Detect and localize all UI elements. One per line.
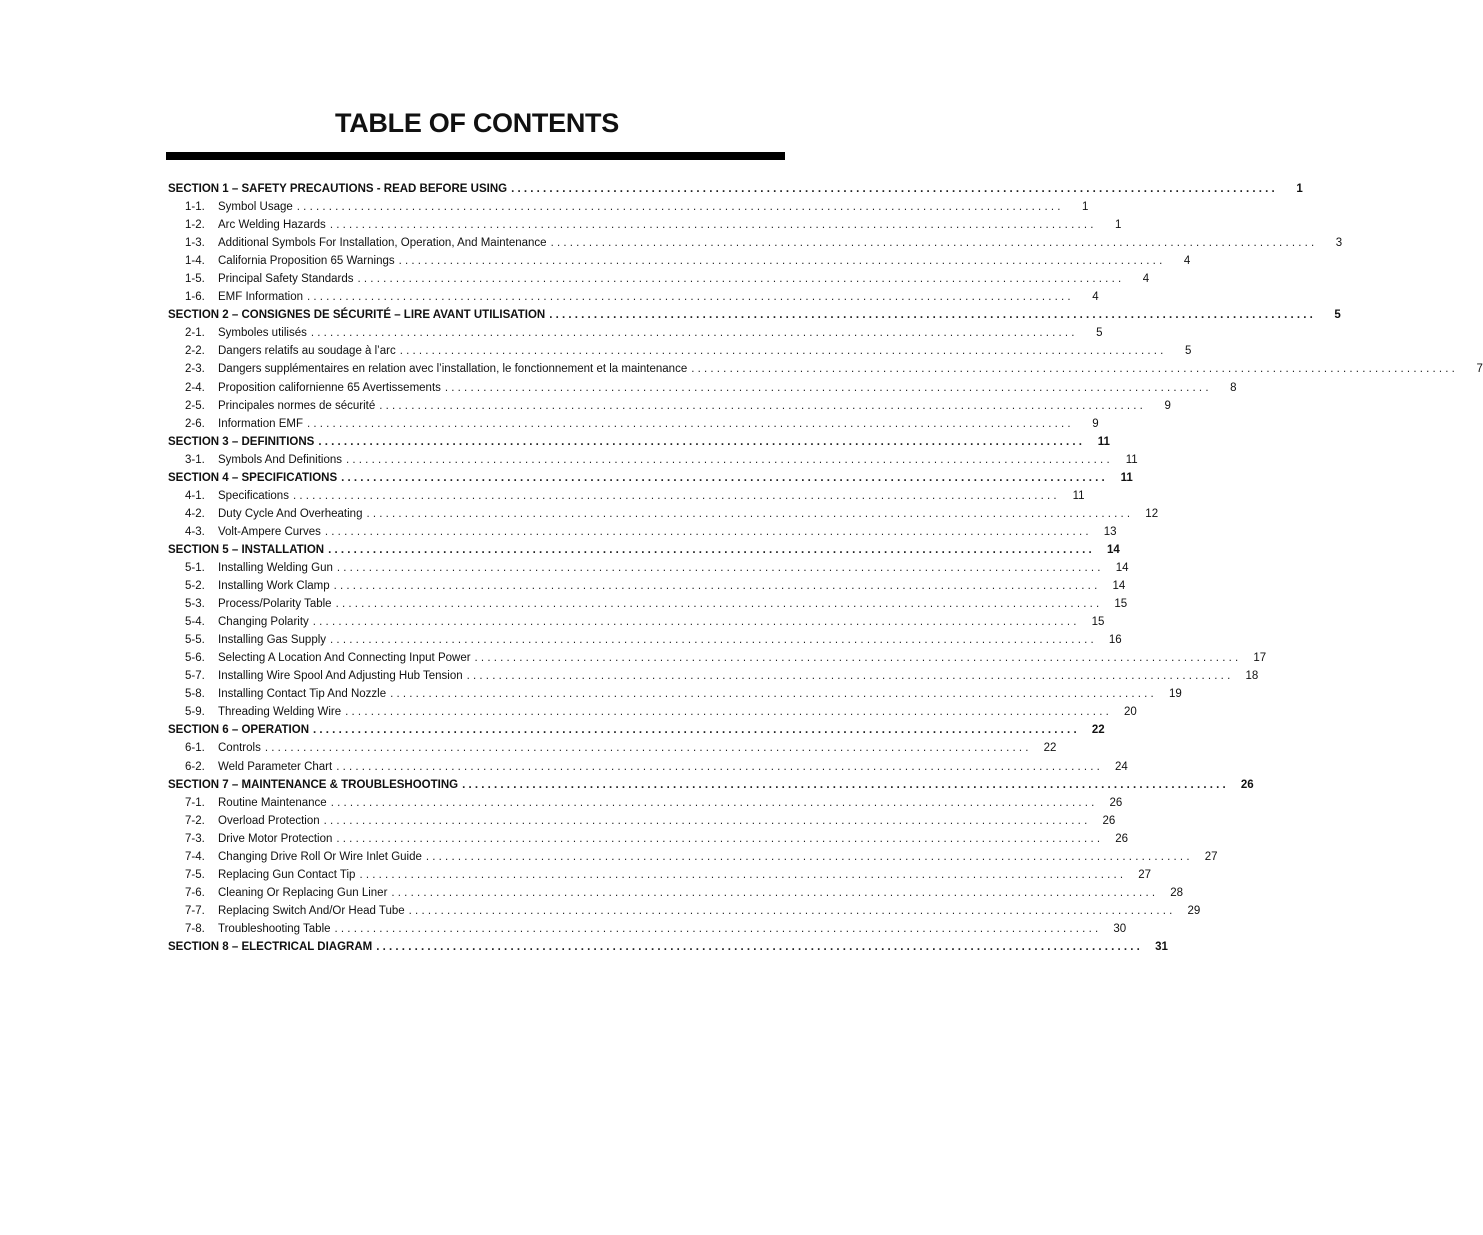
toc-section-entry[interactable]: [168, 776, 1254, 794]
toc-subsection-entry[interactable]: [168, 360, 1483, 378]
dot-leader: [345, 703, 1109, 721]
toc-entry-number: 4-3.: [185, 525, 205, 538]
toc-entry-number: 5-2.: [185, 580, 205, 593]
toc-entry-number: 2-6.: [185, 417, 205, 430]
toc-entry-title: SECTION 7 – MAINTENANCE & TROUBLESHOOTING: [168, 778, 459, 791]
toc-entry-number: 7-6.: [185, 886, 205, 899]
toc-section-entry[interactable]: [168, 541, 1120, 559]
dot-leader: [265, 739, 1029, 757]
toc-section-entry[interactable]: [168, 433, 1110, 451]
toc-entry-title: SECTION 4 – SPECIFICATIONS: [168, 471, 338, 484]
toc-subsection-entry[interactable]: [168, 595, 1128, 613]
toc-entry-number: 5-8.: [185, 688, 205, 701]
toc-entry-title: Symbols And Definitions: [218, 453, 343, 466]
toc-entry-number: 2-1.: [185, 327, 205, 340]
toc-entry-title: Dangers relatifs au soudage à l’arc: [218, 345, 396, 358]
toc-subsection-entry[interactable]: [168, 685, 1182, 703]
toc-page-number: 8: [1230, 381, 1237, 394]
toc-page-number: 22: [1091, 724, 1105, 737]
toc-subsection-entry[interactable]: [168, 487, 1085, 505]
toc-entry-number: 7-1.: [185, 796, 205, 809]
toc-entry-number: 5-9.: [185, 706, 205, 719]
dot-leader: [293, 487, 1057, 505]
toc-entry-number: 7-2.: [185, 814, 205, 827]
toc-entry-title: Threading Welding Wire: [218, 706, 342, 719]
toc-page-number: 27: [1204, 850, 1218, 863]
dot-leader: [337, 559, 1101, 577]
toc-entry-title: Principal Safety Standards: [218, 273, 354, 286]
toc-page-number: 26: [1109, 796, 1123, 809]
toc-page-number: 26: [1102, 814, 1116, 827]
toc-subsection-entry[interactable]: [168, 794, 1123, 812]
toc-subsection-entry[interactable]: [168, 559, 1129, 577]
toc-entry-title: Symboles utilisés: [218, 327, 307, 340]
toc-entry-title: SECTION 5 – INSTALLATION: [168, 543, 325, 556]
toc-entry-title: Duty Cycle And Overheating: [218, 507, 363, 520]
toc-entry-number: 1-6.: [185, 291, 205, 304]
toc-subsection-entry[interactable]: [168, 523, 1117, 541]
toc-entry-title: Routine Maintenance: [218, 796, 327, 809]
toc-section-entry[interactable]: [168, 721, 1105, 739]
toc-entry-title: Installing Work Clamp: [218, 580, 330, 593]
toc-entry-title: Specifications: [218, 489, 289, 502]
toc-subsection-entry[interactable]: [168, 198, 1089, 216]
toc-page-number: 20: [1123, 706, 1137, 719]
toc-entry-title: Changing Drive Roll Or Wire Inlet Guide: [218, 850, 422, 863]
dot-leader: [475, 649, 1239, 667]
toc-subsection-entry[interactable]: [168, 848, 1218, 866]
toc-entry-number: 1-3.: [185, 237, 205, 250]
toc-entry-title: SECTION 6 – OPERATION: [168, 724, 310, 737]
dot-leader: [376, 938, 1140, 956]
toc-subsection-entry[interactable]: [168, 379, 1237, 397]
dot-leader: [462, 776, 1226, 794]
dot-leader: [409, 902, 1173, 920]
toc-entry-number: 2-3.: [185, 363, 205, 376]
toc-subsection-entry[interactable]: [168, 397, 1171, 415]
toc-entry-title: Principales normes de sécurité: [218, 399, 376, 412]
toc-entry-number: 6-1.: [185, 742, 205, 755]
toc-page-number: 5: [1184, 345, 1192, 358]
toc-entry-title: Proposition californienne 65 Avertissements: [218, 381, 441, 394]
dot-leader: [341, 469, 1105, 487]
toc-entry-title: Troubleshooting Table: [218, 922, 331, 935]
toc-page-number: 22: [1043, 742, 1057, 755]
dot-leader: [307, 288, 1071, 306]
toc-subsection-entry[interactable]: [168, 739, 1057, 757]
toc-entry-number: 5-4.: [185, 616, 205, 629]
dot-leader: [307, 415, 1071, 433]
toc-subsection-entry[interactable]: [168, 505, 1159, 523]
toc-entry-title: Information EMF: [218, 417, 303, 430]
toc-entry-title: Installing Wire Spool And Adjusting Hub Tension: [218, 670, 463, 683]
toc-page-number: 26: [1115, 832, 1129, 845]
dot-leader: [318, 433, 1082, 451]
toc-subsection-entry[interactable]: [168, 216, 1122, 234]
toc-page-number: 9: [1164, 399, 1171, 412]
dot-leader: [400, 342, 1164, 360]
toc-page-number: 14: [1106, 543, 1120, 556]
dot-leader: [328, 541, 1092, 559]
dot-leader: [366, 505, 1130, 523]
toc-entry-number: 5-7.: [185, 670, 205, 683]
dot-leader: [691, 360, 1455, 378]
toc-entry-title: Symbol Usage: [218, 201, 293, 214]
toc-entry-number: 1-5.: [185, 273, 205, 286]
toc-subsection-entry[interactable]: [168, 288, 1099, 306]
dot-leader: [311, 324, 1075, 342]
toc-entry-number: 2-5.: [185, 399, 205, 412]
toc-subsection-entry[interactable]: [168, 234, 1343, 252]
dot-leader: [445, 379, 1209, 397]
toc-entry-number: 2-4.: [185, 381, 205, 394]
toc-entry-title: Replacing Switch And/Or Head Tube: [218, 904, 405, 917]
toc-subsection-entry[interactable]: [168, 324, 1103, 342]
toc-entry-title: Installing Contact Tip And Nozzle: [218, 688, 387, 701]
toc-entry-number: 2-2.: [185, 345, 205, 358]
toc-section-entry[interactable]: [168, 306, 1341, 324]
toc-section-entry[interactable]: [168, 938, 1168, 956]
toc-entry-title: SECTION 8 – ELECTRICAL DIAGRAM: [168, 940, 373, 953]
toc-subsection-entry[interactable]: [168, 649, 1267, 667]
toc-page-number: 29: [1187, 904, 1201, 917]
dot-leader: [391, 884, 1155, 902]
dot-leader: [390, 685, 1154, 703]
toc-entry-title: Overload Protection: [218, 814, 320, 827]
toc-subsection-entry[interactable]: [168, 577, 1126, 595]
dot-leader: [358, 270, 1122, 288]
toc-page-number: 27: [1138, 868, 1152, 881]
toc-entry-number: 7-3.: [185, 832, 205, 845]
toc-entry-number: 1-2.: [185, 219, 205, 232]
toc-subsection-entry[interactable]: [168, 631, 1122, 649]
toc-page-number: 24: [1115, 760, 1128, 773]
toc-page-number: 13: [1103, 525, 1117, 538]
toc-subsection-entry[interactable]: [168, 451, 1138, 469]
toc-page-number: 17: [1253, 652, 1267, 665]
toc-page-number: 31: [1155, 940, 1168, 953]
toc-page-number: 5: [1334, 309, 1341, 322]
dot-leader: [336, 758, 1100, 776]
toc-entry-number: 7-4.: [185, 850, 205, 863]
toc-entry-title: SECTION 3 – DEFINITIONS: [168, 435, 315, 448]
toc-subsection-entry[interactable]: [168, 342, 1192, 360]
toc-entry-title: Controls: [218, 742, 261, 755]
toc-subsection-entry[interactable]: [168, 613, 1105, 631]
toc-entry-title: Changing Polarity: [218, 616, 309, 629]
toc-page-number: 4: [1142, 273, 1150, 286]
toc-page-number: 1: [1115, 219, 1122, 232]
toc-entry-number: 7-7.: [185, 904, 205, 917]
toc-entry-number: 7-8.: [185, 922, 205, 935]
toc-page-number: 14: [1112, 580, 1126, 593]
toc-subsection-entry[interactable]: [168, 902, 1201, 920]
dot-leader: [426, 848, 1190, 866]
toc-page-number: 16: [1108, 634, 1122, 647]
toc-subsection-entry[interactable]: [168, 252, 1191, 270]
dot-leader: [336, 830, 1100, 848]
toc-entry-number: 5-3.: [185, 598, 205, 611]
toc-page-number: 12: [1145, 507, 1159, 520]
dot-leader: [511, 180, 1275, 198]
toc-entry-title: California Proposition 65 Warnings: [218, 255, 395, 268]
toc-page-number: 18: [1245, 670, 1259, 683]
toc-entry-title: Installing Welding Gun: [218, 561, 333, 574]
toc-entry-number: 5-1.: [185, 561, 205, 574]
dot-leader: [313, 613, 1077, 631]
toc-entry-number: 1-1.: [185, 201, 205, 214]
dot-leader: [297, 198, 1061, 216]
toc-subsection-entry[interactable]: [168, 415, 1099, 433]
toc-page-number: 11: [1072, 489, 1085, 502]
toc-page-number: 11: [1097, 435, 1110, 448]
dot-leader: [549, 306, 1313, 324]
toc-page-number: 4: [1092, 291, 1099, 304]
toc-entry-title: Dangers supplémentaires en relation avec l’installation, le fonctionnement et la maintenance: [218, 363, 688, 376]
dot-leader: [551, 234, 1315, 252]
page-title: TABLE OF CONTENTS: [335, 108, 619, 138]
toc-entry-title: Volt-Ampere Curves: [218, 525, 321, 538]
toc-entry-number: 7-5.: [185, 868, 205, 881]
toc-entry-title: Additional Symbols For Installation, Operation, And Maintenance: [218, 237, 547, 250]
dot-leader: [336, 595, 1100, 613]
toc-page-number: 5: [1096, 327, 1103, 340]
toc-entry-title: Selecting A Location And Connecting Input Power: [218, 652, 471, 665]
dot-leader: [330, 631, 1094, 649]
toc-subsection-entry[interactable]: [168, 866, 1152, 884]
dot-leader: [335, 920, 1099, 938]
toc-page-number: 7: [1476, 363, 1483, 376]
toc-entry-number: 1-4.: [185, 255, 205, 268]
dot-leader: [330, 216, 1094, 234]
toc-subsection-entry[interactable]: [168, 667, 1259, 685]
toc-entry-number: 4-1.: [185, 489, 205, 502]
dot-leader: [467, 667, 1231, 685]
dot-leader: [346, 451, 1110, 469]
toc-subsection-entry[interactable]: [168, 703, 1137, 721]
dot-leader: [334, 577, 1098, 595]
dot-leader: [331, 794, 1095, 812]
toc-section-entry[interactable]: [168, 180, 1303, 198]
toc-subsection-entry[interactable]: [168, 830, 1129, 848]
toc-entry-title: Weld Parameter Chart: [218, 760, 333, 773]
toc-entry-title: Process/Polarity Table: [218, 598, 332, 611]
toc-entry-number: 6-2.: [185, 760, 205, 773]
toc-entry-number: 3-1.: [185, 453, 205, 466]
toc-entry-number: 5-6.: [185, 652, 205, 665]
toc-entry-title: Cleaning Or Replacing Gun Liner: [218, 886, 388, 899]
toc-entry-title: Arc Welding Hazards: [218, 219, 326, 232]
toc-page-number: 4: [1183, 255, 1191, 268]
toc-page-number: 3: [1335, 237, 1343, 250]
toc-page-number: 1: [1082, 201, 1089, 214]
title-rule-divider: [166, 152, 785, 160]
toc-page-number: 11: [1120, 471, 1133, 484]
dot-leader: [399, 252, 1163, 270]
dot-leader: [359, 866, 1123, 884]
toc-entry-number: 5-5.: [185, 634, 205, 647]
toc-page-number: 19: [1168, 688, 1182, 701]
dot-leader: [379, 397, 1143, 415]
toc-entry-title: SECTION 2 – CONSIGNES DE SÉCURITÉ – LIRE AVANT UTILISATION: [168, 309, 546, 322]
toc-subsection-entry[interactable]: [168, 270, 1150, 288]
toc-subsection-entry[interactable]: [168, 920, 1127, 938]
dot-leader: [325, 523, 1089, 541]
toc-page-number: 30: [1113, 922, 1127, 935]
dot-leader: [313, 721, 1077, 739]
toc-entry-title: EMF Information: [218, 291, 303, 304]
toc-page-number: 28: [1170, 886, 1184, 899]
toc-page-number: 11: [1125, 453, 1138, 466]
toc-page-number: 1: [1296, 183, 1303, 195]
toc-subsection-entry[interactable]: [168, 812, 1116, 830]
toc-page-number: 15: [1091, 616, 1105, 629]
toc-page-number: 26: [1240, 778, 1254, 791]
toc-entry-title: SECTION 1 – SAFETY PRECAUTIONS - READ BEFORE USING: [168, 183, 508, 195]
toc-entry-title: Drive Motor Protection: [218, 832, 333, 845]
dot-leader: [324, 812, 1088, 830]
toc-entry-title: Replacing Gun Contact Tip: [218, 868, 356, 881]
toc-entry-number: 4-2.: [185, 507, 205, 520]
toc-subsection-entry[interactable]: [168, 884, 1184, 902]
toc-entry-title: Installing Gas Supply: [218, 634, 327, 647]
toc-page-number: 9: [1092, 417, 1099, 430]
table-of-contents: [168, 180, 1483, 956]
toc-page-number: 15: [1114, 598, 1128, 611]
toc-section-entry[interactable]: [168, 469, 1133, 487]
toc-subsection-entry[interactable]: [168, 758, 1128, 776]
toc-page-number: 14: [1115, 561, 1129, 574]
